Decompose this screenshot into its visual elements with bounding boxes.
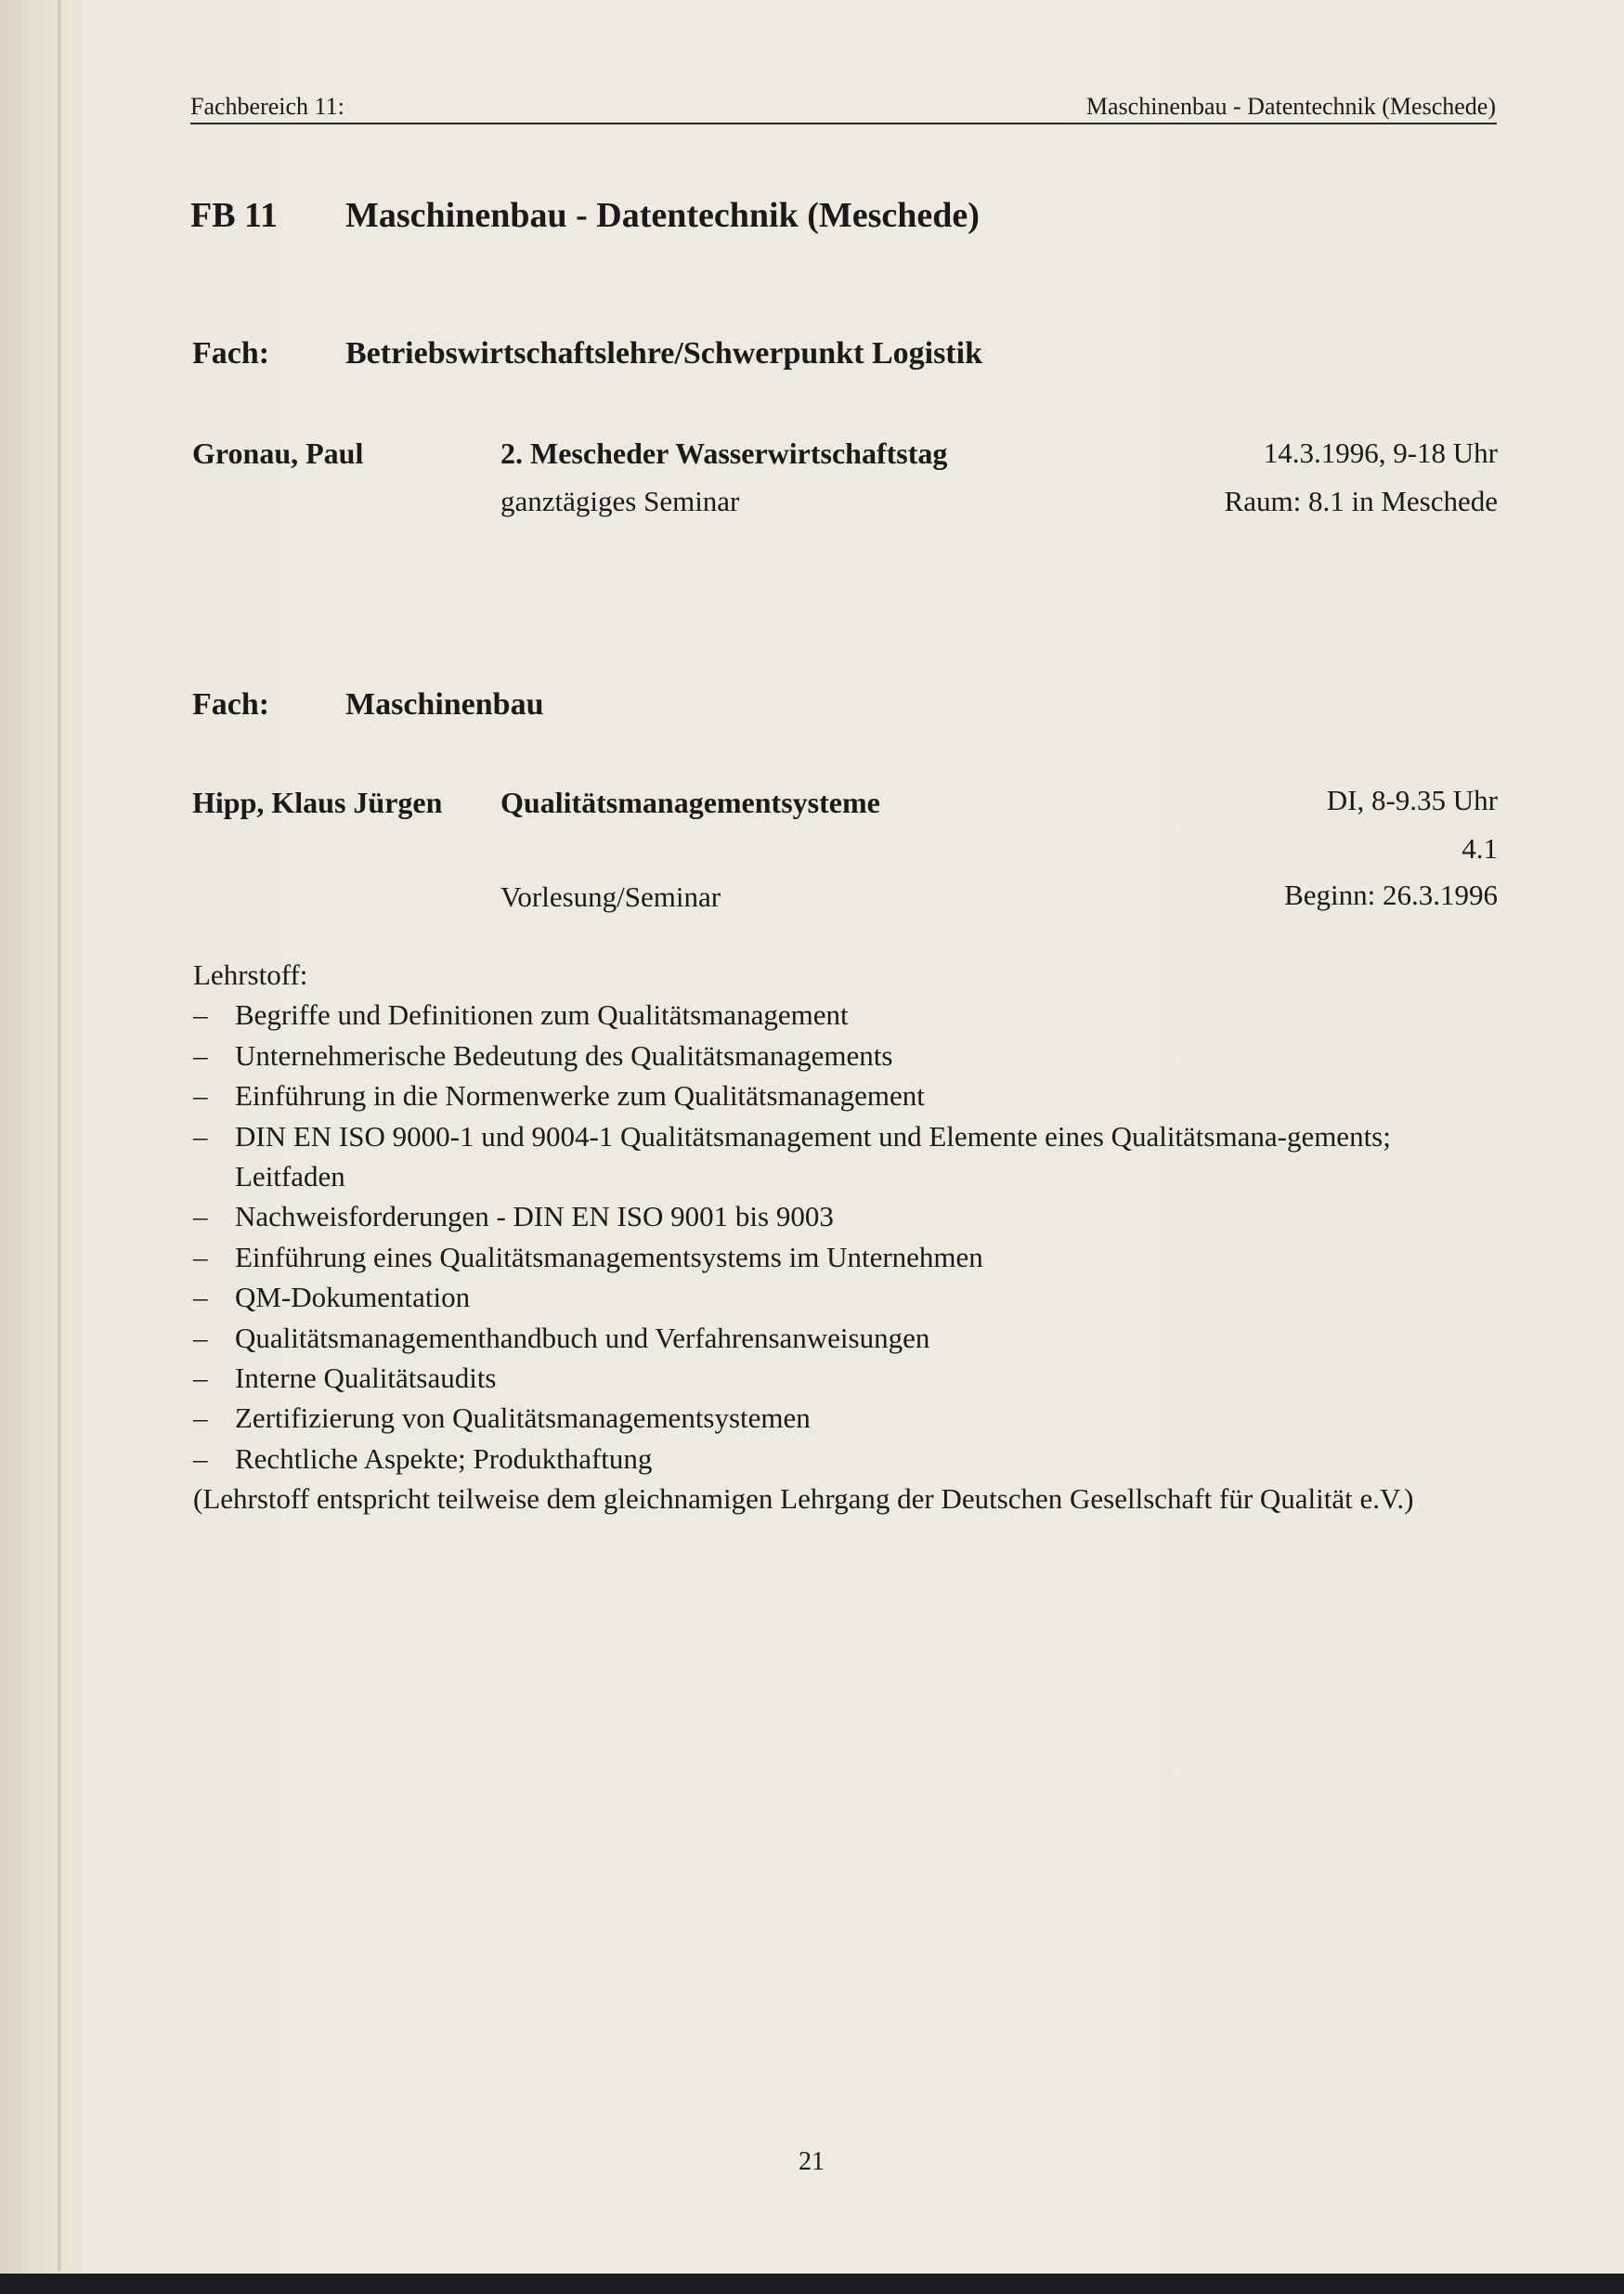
running-header-right: Maschinenbau - Datentechnik (Meschede) xyxy=(1085,93,1496,120)
subject-title: Betriebswirtschaftslehre/Schwerpunkt Logistik xyxy=(345,336,982,371)
list-item-text: DIN EN ISO 9000-1 und 9004-1 Qualitätsmanagement und Elemente eines Qualitätsmana-gements; Leitfaden xyxy=(235,1119,1391,1193)
list-item xyxy=(193,1398,1428,1438)
syllabus-note: (Lehrstoff entspricht teilweise dem gleichnamigen Lehrgang der Deutschen Gesellschaft für Qualität e.V.) xyxy=(193,1482,1414,1516)
course-title: Qualitätsmanagementsysteme xyxy=(500,786,880,819)
dash-bullet: – xyxy=(193,1240,208,1273)
list-item-text: Einführung in die Normenwerke zum Qualitätsmanagement xyxy=(235,1079,925,1113)
dash-bullet: – xyxy=(193,1079,208,1113)
list-item xyxy=(193,1036,1428,1075)
dash-bullet: – xyxy=(193,1281,208,1314)
subject-label: Fach: xyxy=(192,336,270,371)
course-time: DI, 8-9.35 Uhr xyxy=(1326,784,1498,816)
scan-bottom-edge xyxy=(0,2274,1624,2294)
syllabus-heading: Lehrstoff: xyxy=(193,958,308,991)
syllabus-list xyxy=(193,995,1428,1479)
list-item-text: Unternehmerische Bedeutung des Qualitätsmanagements xyxy=(235,1038,893,1072)
page-number: 21 xyxy=(799,2147,825,2176)
faculty-code: FB 11 xyxy=(190,196,278,235)
faculty-title: Maschinenbau - Datentechnik (Meschede) xyxy=(345,196,980,235)
list-item xyxy=(193,1318,1428,1358)
course-type: Vorlesung/Seminar xyxy=(500,880,721,913)
list-item-text: Qualitätsmanagementhandbuch und Verfahrensanweisungen xyxy=(235,1321,930,1354)
dash-bullet: – xyxy=(193,1401,208,1435)
course-time: 14.3.1996, 9-18 Uhr xyxy=(1263,437,1498,469)
list-item xyxy=(193,1196,1428,1236)
subject-label: Fach: xyxy=(192,687,270,722)
course-room: Raum: 8.1 in Meschede xyxy=(1224,485,1498,517)
list-item xyxy=(193,1116,1433,1197)
course-title: 2. Mescheder Wasserwirtschaftstag xyxy=(500,437,948,470)
dash-bullet: – xyxy=(193,998,208,1032)
list-item-text: Einführung eines Qualitätsmanagementsystems im Unternehmen xyxy=(235,1240,983,1273)
lecturer-name: Hipp, Klaus Jürgen xyxy=(192,786,443,819)
list-item-text: Begriffe und Definitionen zum Qualitätsmanagement xyxy=(235,998,849,1032)
lecturer-name: Gronau, Paul xyxy=(192,437,364,470)
dash-bullet: – xyxy=(193,1441,208,1475)
dash-bullet: – xyxy=(193,1321,208,1354)
course-start: Beginn: 26.3.1996 xyxy=(1284,879,1498,911)
list-item xyxy=(193,1075,1428,1115)
dash-bullet: – xyxy=(193,1362,208,1395)
header-rule xyxy=(190,123,1497,124)
list-item xyxy=(193,1277,1428,1317)
syllabus-block xyxy=(193,955,1428,1519)
list-item xyxy=(193,995,1428,1035)
running-header-left: Fachbereich 11: xyxy=(190,93,344,120)
list-item-text: Zertifizierung von Qualitätsmanagementsystemen xyxy=(235,1401,811,1435)
list-item xyxy=(193,1439,1428,1479)
dash-bullet: – xyxy=(193,1119,208,1153)
dash-bullet: – xyxy=(193,1200,208,1233)
list-item-text: QM-Dokumentation xyxy=(235,1281,471,1314)
list-item xyxy=(193,1358,1428,1398)
list-item-text: Nachweisforderungen - DIN EN ISO 9001 bis 9003 xyxy=(235,1200,834,1233)
subject-title: Maschinenbau xyxy=(345,687,544,722)
course-type: ganztägiges Seminar xyxy=(500,485,740,517)
list-item xyxy=(193,1237,1428,1277)
dash-bullet: – xyxy=(193,1038,208,1072)
list-item-text: Interne Qualitätsaudits xyxy=(235,1362,497,1395)
book-spine xyxy=(58,0,61,2271)
list-item-text: Rechtliche Aspekte; Produkthaftung xyxy=(235,1441,653,1475)
course-room: 4.1 xyxy=(1462,832,1498,865)
